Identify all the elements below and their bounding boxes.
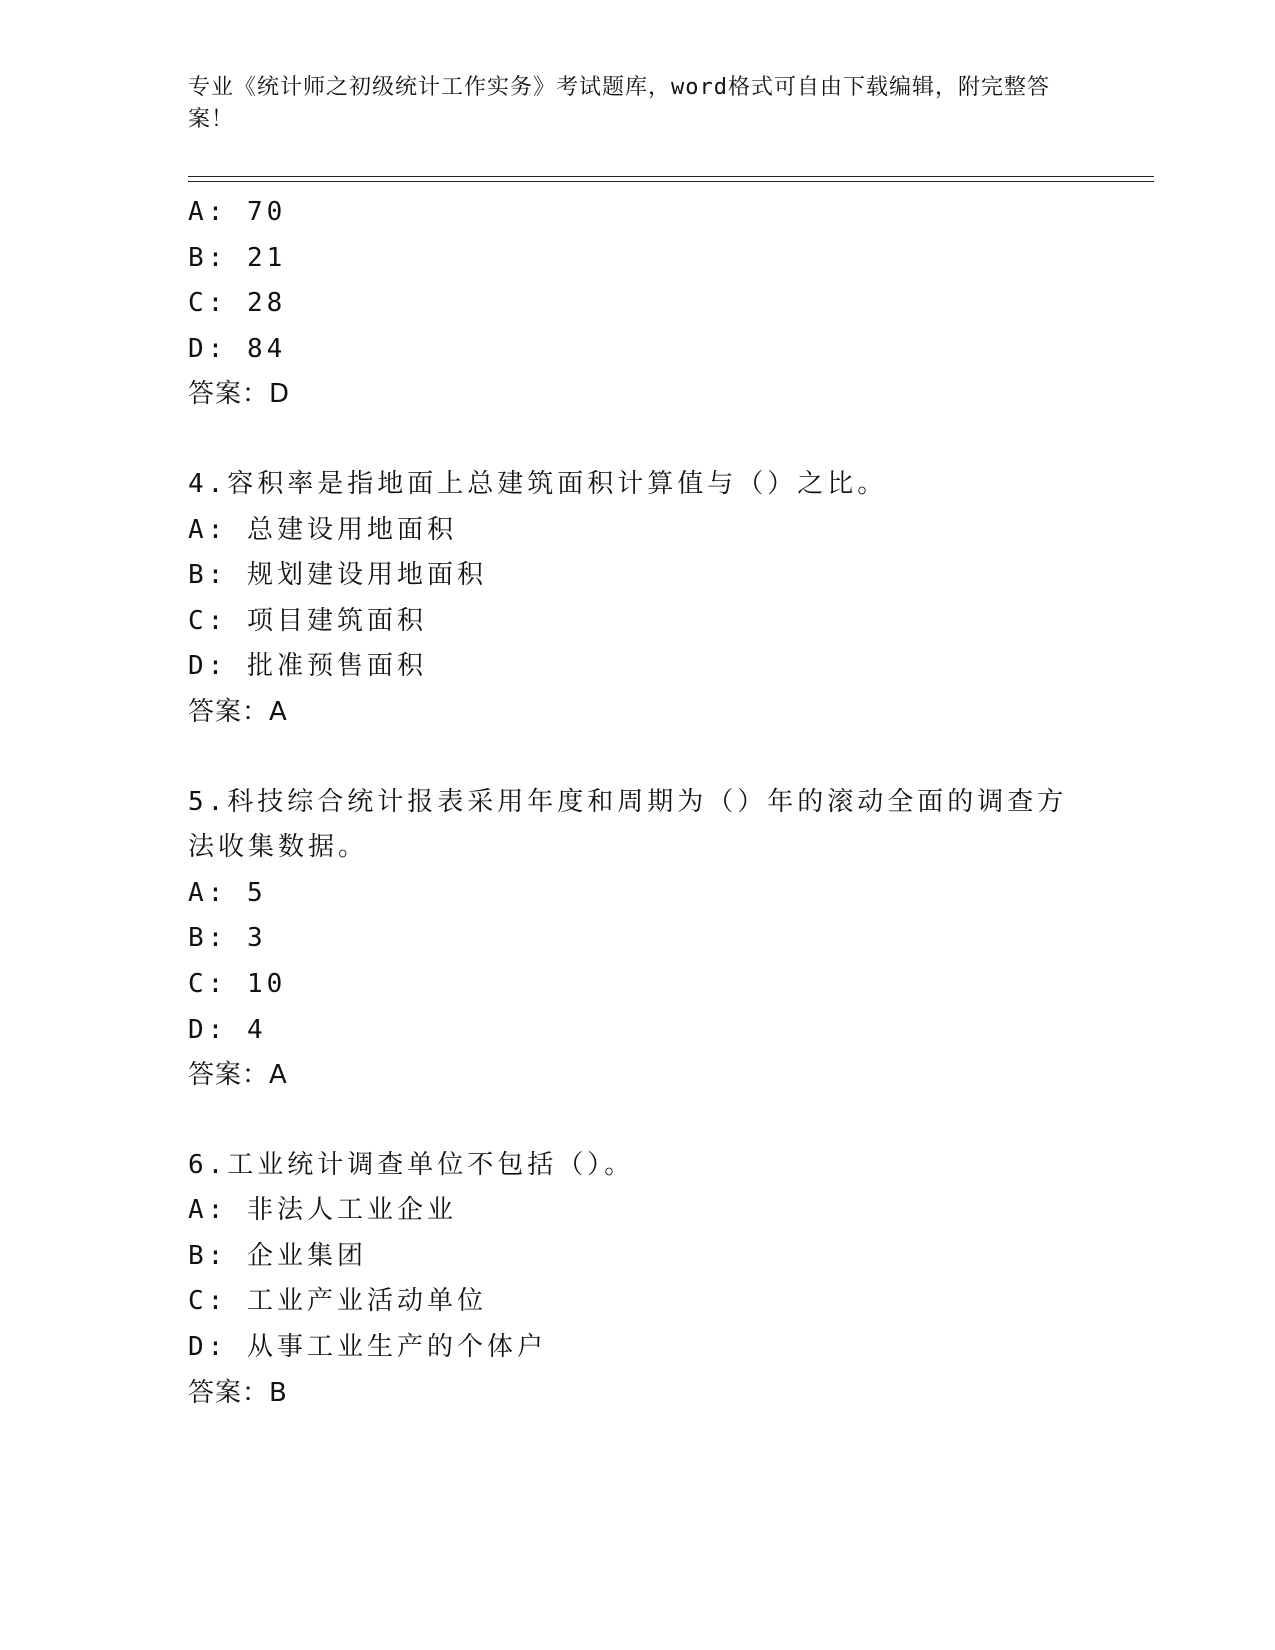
answer-line: 答案：D	[188, 379, 291, 410]
answer-line: 答案：A	[188, 696, 288, 727]
question-block	[188, 780, 1088, 1099]
option-d: D: 4	[188, 1014, 267, 1045]
option-a: A: 非法人工业企业	[188, 1195, 457, 1226]
document-body	[188, 190, 1088, 1416]
answer-line: 答案：B	[188, 1377, 288, 1408]
option-a: A: 70	[188, 197, 287, 227]
question-text: 5.科技综合统计报表采用年度和周期为（）年的滚动全面的调查方法收集数据。	[188, 786, 1068, 863]
option-a: A: 总建设用地面积	[188, 514, 457, 545]
question-text: 4.容积率是指地面上总建筑面积计算值与（）之比。	[188, 468, 888, 499]
option-c: C: 10	[188, 968, 287, 999]
option-b: B: 21	[188, 242, 287, 273]
question-block	[188, 190, 1088, 418]
option-b: B: 3	[188, 923, 267, 954]
question-block	[188, 462, 1088, 736]
option-b: B: 规划建设用地面积	[188, 560, 487, 591]
document-header: 专业《统计师之初级统计工作实务》考试题库，word格式可自由下载编辑，附完整答案！	[188, 75, 1050, 132]
option-c: C: 28	[188, 288, 287, 319]
option-a: A: 5	[188, 877, 267, 908]
header-divider-bottom	[188, 181, 1154, 182]
option-c: C: 项目建筑面积	[188, 605, 427, 636]
option-d: D: 84	[188, 333, 287, 364]
answer-line: 答案：A	[188, 1060, 288, 1091]
option-c: C: 工业产业活动单位	[188, 1286, 487, 1317]
question-text: 6.工业统计调查单位不包括（）。	[188, 1149, 635, 1180]
header-divider-top	[188, 176, 1154, 177]
option-d: D: 从事工业生产的个体户	[188, 1332, 547, 1363]
option-d: D: 批准预售面积	[188, 651, 427, 682]
question-block	[188, 1143, 1088, 1417]
option-b: B: 企业集团	[188, 1240, 367, 1271]
